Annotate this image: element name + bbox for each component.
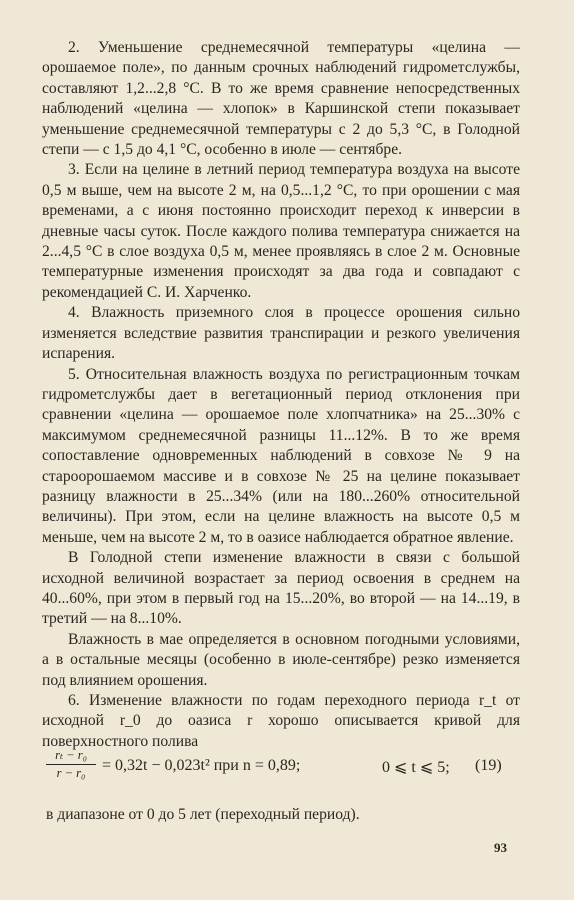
paragraph-3: 3. Если на целине в летний период температура воздуха на высоте 0,5 м выше, чем на высоте 2 м, на 0,5...1,2 °С, то при орошении с мая временами, а с июня постоянно происходит переход к инверсии в дневные часы суток. После каждого полива температура снижается на 2...4,5 °С в слое воздуха 0,5 м, менее проявляясь в слое 2 м. Основные температурные изменения происходят за два года и совпадают с рекомендацией С. И. Харченко. [42,161,520,301]
fraction-numerator: rₜ − r₀ [55,748,87,762]
fraction-denominator: r − r₀ [56,766,86,780]
equation-19 [46,748,526,788]
body-text [42,38,520,752]
paragraph-5: 5. Относительная влажность воздуха по регистрационным точкам гидрометслужбы дает в вегетационный период отклонения при сравнении «целина — орошаемое поле хлопчатника» на 25...30% с максимумом среднемесячной разницы 11...12%. В то же время сопоставление одновременных наблюдений в совхозе № 9 на староорошаемом массиве и в совхозе № 25 на целине показывает разницу влажности в 25...34% (или на 180...260% относительной величины). При этом, если на целине влажность на высоте 0,5 м меньше, чем на высоте 2 м, то в оазисе наблюдается обратное явление. [42,365,520,546]
page-number: 93 [494,840,507,855]
paragraph-2: 2. Уменьшение среднемесячной температуры «целина — орошаемое поле», по данным срочных наблюдений гидрометслужбы, составляют 1,2...2,8 °С. В то же время сравнение непосредственных наблюдений «целина — хлопок» в Каршинской степи показывает уменьшение среднемесячной температуры с 2 до 5,3 °С, в Голодной степи — с 1,5 до 4,1 °С, особенно в июле — сентябре. [42,39,520,159]
paragraph-4: 4. Влажность приземного слоя в процессе орошения сильно изменяется вследствие развития транспирации и резкого увеличения испарения. [42,304,520,363]
fraction-bar [46,764,96,765]
paragraph-6: 6. Изменение влажности по годам переходного периода r_t от исходной r_0 до оазиса r хорошо описывается кривой для поверхностного полива [42,692,520,750]
equation-condition: 0 ⩽ t ⩽ 5; [382,759,450,776]
equation-right-side: = 0,32t − 0,023t² при n = 0,89; [102,757,301,774]
formula-followup-text: в диапазоне от 0 до 5 лет (переходный период). [46,806,360,823]
equation-number: (19) [475,757,502,774]
equation-fraction [46,748,96,781]
paragraph-hungry-steppe: В Голодной степи изменение влажности в связи с большой исходной величиной возрастает за период освоения в среднем на 40...60%, при этом в первый год на 15...20%, во второй — на 14...19, в третий — на 8...10%. [42,549,520,628]
paragraph-may-humidity: Влажность в мае определяется в основном погодными условиями, а в остальные месяцы (особенно в июле-сентябре) резко изменяется под влиянием орошения. [42,630,520,689]
